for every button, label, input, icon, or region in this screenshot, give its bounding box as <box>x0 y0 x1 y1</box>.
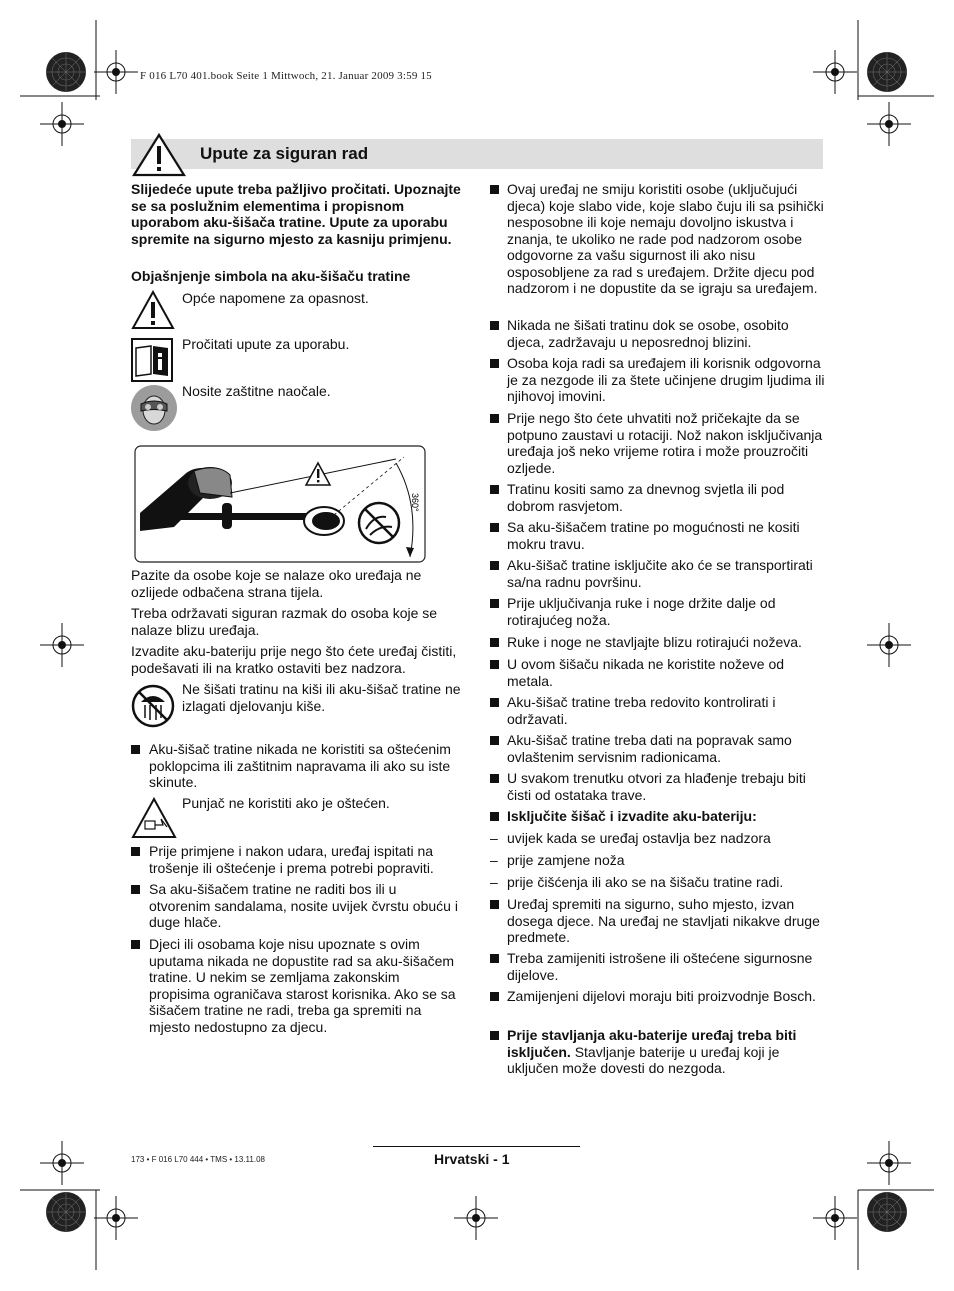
list-item: Zamijenjeni dijelovi moraju biti proizvodnje Bosch. <box>490 988 825 1005</box>
footer-divider <box>373 1146 580 1147</box>
symbol-label-charger: Punjač ne koristiti ako je oštećen. <box>182 795 390 811</box>
list-item: U svakom trenutku otvori za hlađenje trebaju biti čisti od ostataka trave. <box>490 770 825 803</box>
list-item: Aku-šišač tratine treba redovito kontrolirati i održavati. <box>490 694 825 727</box>
charger-warning-icon <box>131 797 177 839</box>
dash-item: – prije čišćenja ili ako se na šišaču tratine radi. <box>490 874 784 890</box>
list-item: Ovaj uređaj ne smiju koristiti osobe (uključujući djeca) koje slabo vide, koje slabo čuju ili sa psihički nesposobne ili koje nemaju dovoljno iskustva i znanja, te ukoliko ne rade pod nadzorom osobe odgovorne za vašu sigurnost ili ako nisu osposobljene za rad s uređajem. Držite djecu pod nadzorom i ne dopustite da se igraju sa uređajem. <box>490 181 825 297</box>
warning-triangle-icon <box>131 290 175 330</box>
list-item: Nikada ne šišati tratinu dok se osobe, osobito djeca, zadržavaju u neposrednoj blizini. <box>490 317 825 350</box>
list-item: Treba zamijeniti istrošene ili oštećene sigurnosne dijelove. <box>490 950 825 983</box>
manual-icon <box>131 338 173 382</box>
safety-goggles-icon <box>130 384 178 432</box>
list-item: Prije nego što ćete uhvatiti nož pričekajte da se potpuno zaustavi u rotaciji. Nož nakon isključivanja uređaja još neko vrijeme rotira i može prouzročiti ozljede. <box>490 410 825 476</box>
footer-code: 173 • F 016 L70 444 • TMS • 13.11.08 <box>131 1155 265 1164</box>
symbol-label-goggles: Nosite zaštitne naočale. <box>182 383 331 399</box>
list-item: Tratinu kositi samo za dnevnog svjetla ili pod dobrom rasvjetom. <box>490 481 825 514</box>
list-item: Osoba koja radi sa uređajem ili korisnik odgovorna je za nezgode ili za štete učinjene drugim ljudima ili njihovoj imovini. <box>490 355 825 405</box>
list-item: Prije stavljanja aku-baterije uređaj treba biti isključen. Stavljanje baterije u uređaj koji je uključen može dovesti do nezgoda. <box>490 1027 825 1077</box>
dash-item: – prije zamjene noža <box>490 852 625 868</box>
page-title: Upute za siguran rad <box>200 144 369 163</box>
list-item: Aku-šišač tratine isključite ako će se transportirati sa/na radnu površinu. <box>490 557 825 590</box>
list-item: Uređaj spremiti na sigurno, suho mjesto, izvan dosega djece. Na uređaj ne stavljati nikakve druge predmete. <box>490 896 825 946</box>
dash-item: – uvijek kada se uređaj ostavlja bez nadzora <box>490 830 771 846</box>
list-item: Sa aku-šišačem tratine ne raditi bos ili u otvorenim sandalama, nosite uvijek čvrstu obuću i duge hlače. <box>131 881 461 931</box>
warning-icon <box>131 132 187 178</box>
list-item: Ruke i noge ne stavljajte blizu rotirajući noževa. <box>490 634 825 651</box>
list-item: U ovom šišaču nikada ne koristite noževe od metala. <box>490 656 825 689</box>
list-item: Sa aku-šišačem tratine po mogućnosti ne kositi mokru travu. <box>490 519 825 552</box>
list-item: Prije primjene i nakon udara, uređaj ispitati na trošenje ili oštećenje i prema potrebi popraviti. <box>131 843 461 876</box>
page-number: Hrvatski - 1 <box>434 1151 510 1167</box>
symbol-label-rain: Ne šišati tratinu na kiši ili aku-šišač tratine ne izlagati djelovanju kiše. <box>182 681 461 714</box>
symbol-label-danger: Opće napomene za opasnost. <box>182 290 369 306</box>
list-item: Aku-šišač tratine treba dati na popravak samo ovlaštenim servisnim radionicama. <box>490 732 825 765</box>
symbols-heading: Objašnjenje simbola na aku-šišaču tratine <box>131 268 411 284</box>
list-item: Aku-šišač tratine nikada ne koristiti sa oštećenim poklopcima ili zaštitnim napravama ili ako su iste skinute. <box>131 741 461 791</box>
print-header: F 016 L70 401.book Seite 1 Mittwoch, 21. Januar 2009 3:59 15 <box>140 70 432 82</box>
list-item: Isključite šišač i izvadite aku-bateriju: <box>490 808 825 825</box>
figure-angle-label: 360° <box>410 493 420 512</box>
trimmer-safety-figure <box>134 445 426 563</box>
symbol-label-manual: Pročitati upute za uporabu. <box>182 336 350 352</box>
no-rain-icon <box>131 684 175 728</box>
paragraph-2: Treba održavati siguran razmak do osoba koje se nalaze blizu uređaja. <box>131 605 438 638</box>
list-item: Prije uključivanja ruke i noge držite dalje od rotirajućeg noža. <box>490 595 825 628</box>
paragraph-1: Pazite da osobe koje se nalaze oko uređaja ne ozlijede odbačena strana tijela. <box>131 567 422 600</box>
paragraph-3: Izvadite aku-bateriju prije nego što ćete uređaj čistiti, podešavati ili na kratko ostaviti bez nadzora. <box>131 643 457 676</box>
list-item: Djeci ili osobama koje nisu upoznate s ovim uputama nikada ne dopustite rad sa aku-šišačem tratine. U nekim se zemljama zakonskim propisima ograničava starost korisnika. Ako se sa šišačem tratine ne radi, treba ga spremiti na mjesto nedostupno za djecu. <box>131 936 461 1035</box>
intro-text: Slijedeće upute treba pažljivo pročitati. Upoznajte se sa poslužnim elementima i propisnom uporabom aku-šišača tratine. Upute za uporabu spremite na sigurno mjesto za kasniju primjenu. <box>131 181 461 247</box>
